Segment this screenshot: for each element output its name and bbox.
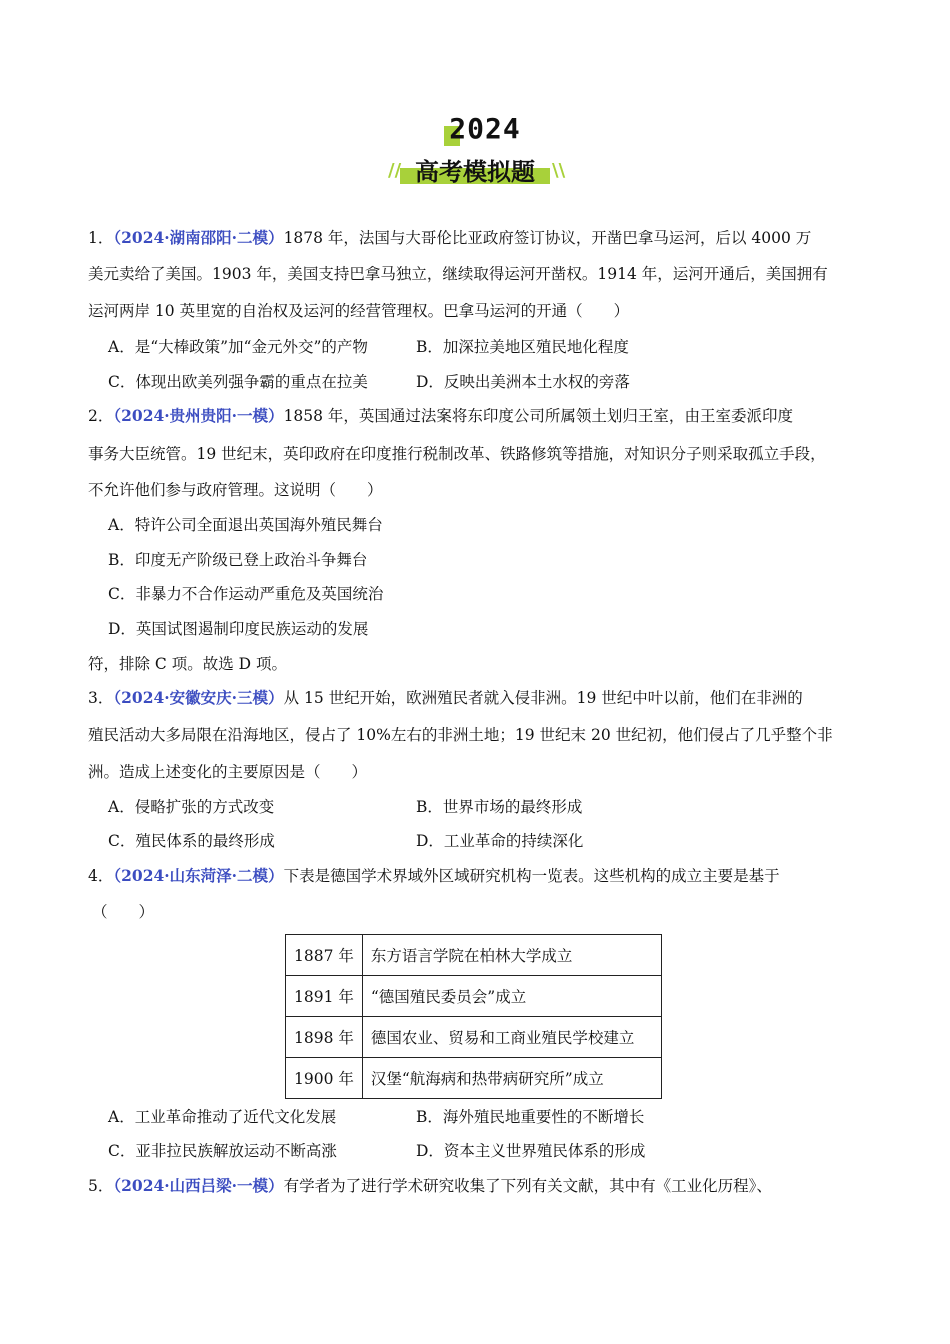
q4-option-b: B．海外殖民地重要性的不断增长: [416, 1108, 645, 1126]
q3-option-c: C．殖民体系的最终形成: [108, 832, 275, 850]
header-year: 2024: [449, 112, 521, 145]
q1-option-b: B．加深拉美地区殖民地化程度: [416, 338, 629, 356]
q3-source: （2024·安徽安庆·三模）: [113, 688, 284, 707]
table-cell-year: 1898 年: [286, 1017, 363, 1058]
q1-source: （2024·湖南邵阳·二模）: [113, 228, 284, 247]
q4-number: 4．: [88, 867, 114, 885]
q2-option-b: B．印度无产阶级已登上政治斗争舞台: [108, 551, 368, 569]
q3-option-b: B．世界市场的最终形成: [416, 798, 583, 816]
q3-stem-line-1: [88, 688, 803, 708]
q4-option-a: A．工业革命推动了近代文化发展: [108, 1108, 337, 1126]
q4-stem-line-2: （ ）: [92, 903, 155, 921]
q2-residual-text: 符，排除 C 项。故选 D 项。: [88, 655, 287, 673]
q3-stem-line-2: 殖民活动大多局限在沿海地区，侵占了 10%左右的非洲土地；19 世纪末 20 世纪初，他们侵占了几乎整个非: [88, 726, 833, 744]
q4-stem-text-1: 下表是德国学术界域外区域研究机构一览表。这些机构的成立主要是基于: [283, 867, 780, 885]
q2-source: （2024·贵州贵阳·一模）: [113, 406, 284, 425]
table-row: [286, 1058, 662, 1099]
q3-stem-line-3: 洲。造成上述变化的主要原因是（ ）: [88, 763, 368, 781]
q1-number: 1．: [88, 229, 114, 247]
table-cell-year: 1900 年: [286, 1058, 363, 1099]
q5-number: 5．: [88, 1177, 114, 1195]
q1-option-c: C．体现出欧美列强争霸的重点在拉美: [108, 373, 368, 391]
q4-stem-line-1: [88, 866, 780, 886]
q4-option-d: D．资本主义世界殖民体系的形成: [416, 1142, 646, 1160]
q3-number: 3．: [88, 689, 114, 707]
q1-option-d: D．反映出美洲本土水权的旁落: [416, 373, 630, 391]
q4-table: [285, 934, 662, 1099]
q1-stem-line-3: 运河两岸 10 英里宽的自治权及运河的经营管理权。巴拿马运河的开通（ ）: [88, 302, 630, 320]
q1-stem-line-2: 美元卖给了美国。1903 年，美国支持巴拿马独立，继续取得运河开凿权。1914 年，运河开通后，美国拥有: [88, 265, 828, 283]
q2-stem-line-1: [88, 406, 793, 426]
q1-stem-line-1: [88, 228, 811, 248]
q2-stem-line-2: 事务大臣统管。19 世纪末，英印政府在印度推行税制改革、铁路修筑等措施，对知识分子则采取孤立手段，: [88, 445, 826, 463]
q1-option-a: A．是“大棒政策”加“金元外交”的产物: [108, 338, 368, 356]
table-cell-event: 德国农业、贸易和工商业殖民学校建立: [362, 1017, 661, 1058]
q3-stem-text-1: 从 15 世纪开始，欧洲殖民者就入侵非洲。19 世纪中叶以前，他们在非洲的: [283, 689, 803, 707]
q1-stem-text-1: 1878 年，法国与大哥伦比亚政府签订协议，开凿巴拿马运河，后以 4000 万: [283, 229, 812, 247]
header-subtitle: 高考模拟题: [415, 158, 535, 186]
q2-stem-line-3: 不允许他们参与政府管理。这说明（ ）: [88, 481, 383, 499]
q3-option-a: A．侵略扩张的方式改变: [108, 798, 275, 816]
table-row: [286, 935, 662, 976]
q5-stem-text-1: 有学者为了进行学术研究收集了下列有关文献，其中有《工业化历程》、: [283, 1177, 772, 1195]
q5-stem-line-1: [88, 1176, 772, 1196]
q4-option-c: C．亚非拉民族解放运动不断高涨: [108, 1142, 337, 1160]
q5-source: （2024·山西吕梁·一模）: [113, 1176, 284, 1195]
table-cell-year: 1887 年: [286, 935, 363, 976]
q2-option-c: C．非暴力不合作运动严重危及英国统治: [108, 585, 384, 603]
table-cell-year: 1891 年: [286, 976, 363, 1017]
table-row: [286, 1017, 662, 1058]
q2-option-a: A．特许公司全面退出英国海外殖民舞台: [108, 516, 383, 534]
q3-option-d: D．工业革命的持续深化: [416, 832, 584, 850]
q2-number: 2．: [88, 407, 114, 425]
table-row: [286, 976, 662, 1017]
table-cell-event: 汉堡“航海病和热带病研究所”成立: [362, 1058, 661, 1099]
table-cell-event: 东方语言学院在柏林大学成立: [362, 935, 661, 976]
q2-stem-text-1: 1858 年，英国通过法案将东印度公司所属领土划归王室，由王室委派印度: [283, 407, 793, 425]
q4-source: （2024·山东菏泽·二模）: [113, 866, 284, 885]
left-decor-slash-icon: //: [388, 160, 402, 181]
right-decor-slash-icon: \\: [552, 160, 566, 181]
q2-option-d: D．英国试图遏制印度民族运动的发展: [108, 620, 369, 638]
table-cell-event: “德国殖民委员会”成立: [362, 976, 661, 1017]
